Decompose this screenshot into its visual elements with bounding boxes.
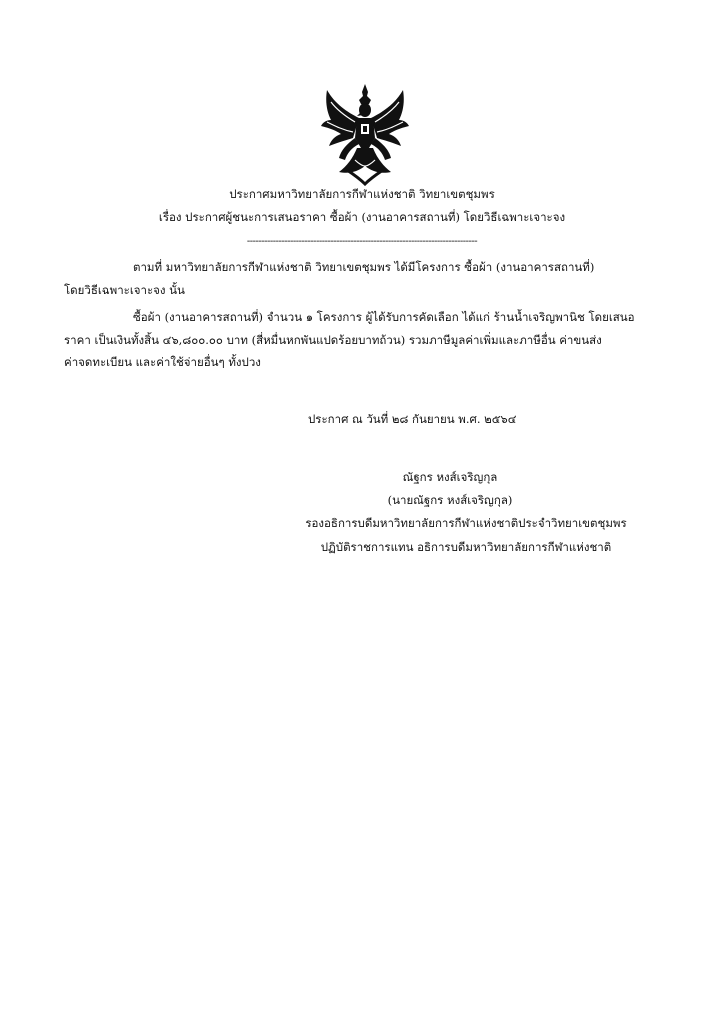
signature-full-name: (นายณัฐกร หงส์เจริญกุล)	[387, 493, 513, 507]
paragraph-2-line-3: ค่าจดทะเบียน และค่าใช้จ่ายอื่นๆ ทั้งปวง	[64, 355, 261, 369]
paragraph-1-line-1: ตามที่ มหาวิทยาลัยการกีฬาแห่งชาติ วิทยาเขตชุมพร ได้มีโครงการ ซื้อผ้า (งานอาคารสถานที่)	[133, 260, 595, 274]
paragraph-1-line-2: โดยวิธีเฉพาะเจาะจง นั้น	[64, 283, 185, 297]
paragraph-2-line-2: ราคา เป็นเงินทั้งสิ้น ๔๖,๘๐๐.๐๐ บาท (สี่หมื่นหกพันแปดร้อยบาทถ้วน) รวมภาษีมูลค่าเพิ่มและภาษีอื่น ค่าขนส่ง	[64, 333, 602, 347]
separator-line: --------------------------------------------------------------------------------	[246, 236, 478, 247]
announcement-title: ประกาศมหาวิทยาลัยการกีฬาแห่งชาติ วิทยาเขตชุมพร	[229, 187, 495, 201]
garuda-emblem-icon	[317, 82, 413, 186]
signature-position: รองอธิการบดีมหาวิทยาลัยการกีฬาแห่งชาติประจำวิทยาเขตชุมพร	[305, 516, 627, 530]
announcement-date: ประกาศ ณ วันที่ ๒๘ กันยายน พ.ศ. ๒๕๖๔	[308, 412, 517, 426]
signature-signed-name: ณัฐกร หงส์เจริญกุล	[402, 470, 498, 484]
paragraph-2-line-1: ซื้อผ้า (งานอาคารสถานที่) จำนวน ๑ โครงการ ผู้ได้รับการคัดเลือก ได้แก่ ร้านน้ำเจริญพานิช โดยเสนอ	[133, 310, 635, 324]
signature-acting: ปฏิบัติราชการแทน อธิการบดีมหาวิทยาลัยการกีฬาแห่งชาติ	[320, 540, 612, 554]
announcement-subject: เรื่อง ประกาศผู้ชนะการเสนอราคา ซื้อผ้า (งานอาคารสถานที่) โดยวิธีเฉพาะเจาะจง	[158, 210, 566, 224]
